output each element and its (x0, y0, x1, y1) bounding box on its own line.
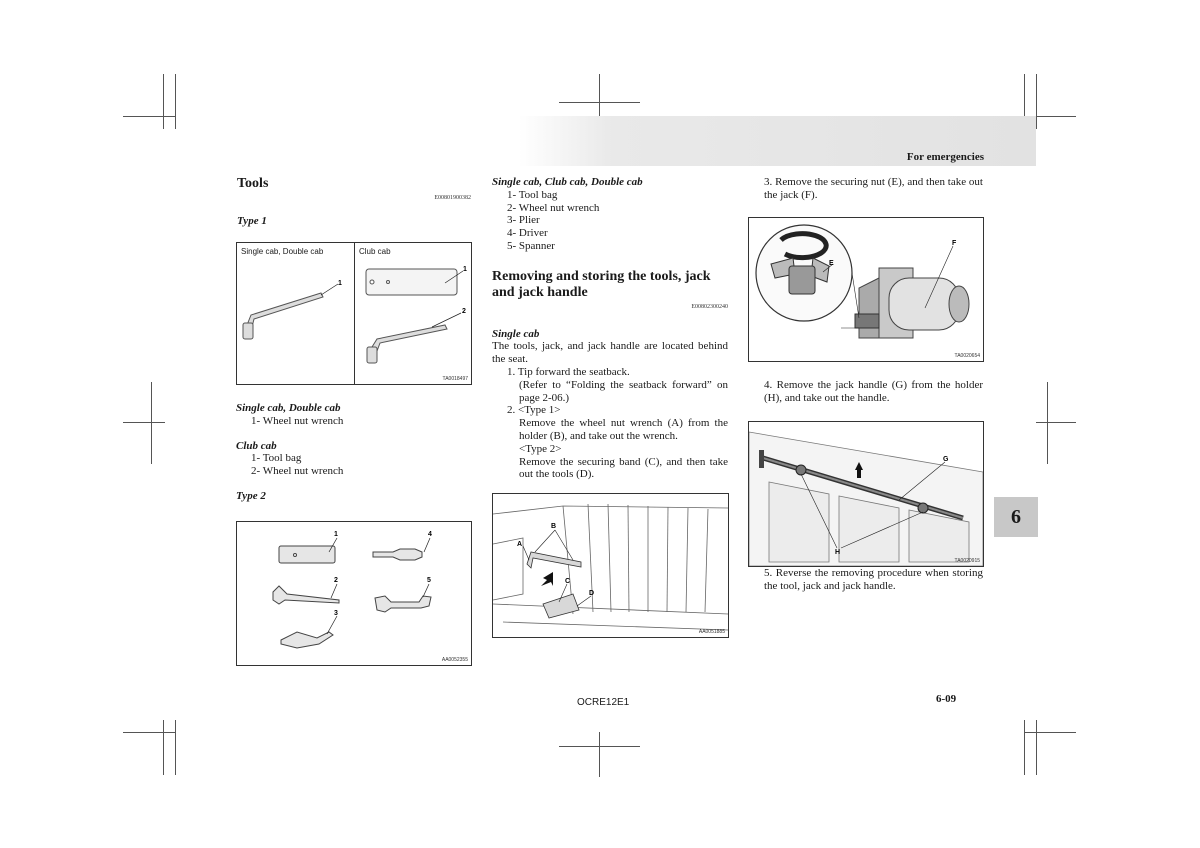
doc-code: OCRE12E1 (577, 697, 630, 708)
list-item: 2- Wheel nut wrench (251, 465, 344, 478)
fig4-callout-F: F (952, 240, 957, 247)
fig5-callout-H: H (835, 549, 841, 556)
jack-illustration (749, 218, 983, 361)
figure-jack-handle (748, 421, 984, 567)
fig2-callout-1: 1 (334, 531, 338, 538)
fig1-left-caption: Single cab, Double cab (241, 247, 324, 256)
step-2-type2-text: Remove the securing band (C), and then take out the tools (D). (519, 455, 728, 481)
list-item: 5- Spanner (507, 239, 555, 252)
fig1-right-caption: Club cab (359, 247, 391, 256)
step-1-ref: (Refer to “Folding the seatback forward” on page 2-06.) (519, 378, 728, 404)
fig4-code: TA0020654 (954, 353, 980, 359)
figure-seat-tools (492, 493, 729, 638)
chapter-tab: 6 (994, 497, 1038, 537)
figure-type1 (236, 242, 472, 385)
fig2-callout-4: 4 (428, 531, 432, 538)
tools-illustration (237, 522, 471, 665)
fig1-callout-1: 1 (338, 280, 342, 287)
list-item: 1- Tool bag (507, 188, 558, 201)
fig5-callout-G: G (943, 456, 949, 463)
step-5: 5. Reverse the removing procedure when storing the tool, jack and jack handle. (764, 567, 983, 592)
type2-label: Type 2 (236, 489, 266, 502)
list-item: 2- Wheel nut wrench (507, 201, 600, 214)
fig3-callout-C: C (565, 578, 571, 585)
step-2: 2. <Type 1> (507, 404, 561, 417)
fig3-callout-B: B (551, 523, 557, 530)
club-heading: Club cab (236, 439, 277, 452)
tool-illustration (237, 243, 471, 384)
section-title: Removing and storing the tools, jack and jack handle (492, 268, 711, 300)
section-label: For emergencies (906, 151, 984, 163)
list-item: 1- Wheel nut wrench (251, 414, 344, 427)
fig5-code: TA0020915 (954, 558, 980, 564)
step-3: 3. Remove the securing nut (E), and then take out the jack (F). (764, 176, 983, 201)
figure-jack (748, 217, 984, 362)
list-item: 1- Tool bag (251, 452, 302, 465)
left-lists (236, 402, 470, 503)
step-2-type1-text: Remove the wheel nut wrench (A) from the holder (B), and take out the wrench. (519, 417, 728, 442)
section-code: E00802300240 (691, 303, 728, 310)
fig1-code: TA0018497 (442, 376, 468, 382)
fig2-callout-5: 5 (427, 577, 431, 584)
sc-dc-heading: Single cab, Double cab (236, 402, 341, 414)
jack-handle-illustration (749, 422, 983, 566)
intro-text: The tools, jack, and jack handle are located behind the seat. (492, 340, 728, 366)
fig1-callout-1b: 1 (463, 266, 467, 273)
all-cabs-heading: Single cab, Club cab, Double cab (492, 176, 643, 188)
type1-label: Type 1 (237, 214, 267, 227)
fig2-callout-2: 2 (334, 577, 338, 584)
step-4: 4. Remove the jack handle (G) from the holder (H), and take out the handle. (764, 379, 983, 404)
list-item: 4- Driver (507, 227, 548, 240)
page-number: 6-09 (936, 693, 957, 705)
figure-type2 (236, 521, 472, 666)
page-title: Tools (237, 176, 269, 191)
fig4-callout-E: E (829, 260, 834, 267)
fig2-callout-3: 3 (334, 610, 338, 617)
fig3-callout-D: D (589, 590, 595, 597)
fig2-code: AA0052355 (441, 657, 468, 663)
fig1-callout-2: 2 (462, 308, 466, 315)
step-2-type2: <Type 2> (519, 442, 562, 455)
left-column (237, 176, 471, 228)
single-cab-heading: Single cab (492, 327, 540, 340)
title-code: E00801900382 (434, 195, 471, 201)
fig3-code: AA0051885 (698, 629, 725, 635)
fig3-callout-A: A (517, 541, 523, 548)
seat-illustration (493, 494, 728, 637)
list-item: 3- Plier (507, 214, 540, 227)
step-1: 1. Tip forward the seatback. (507, 365, 630, 378)
middle-column (492, 176, 728, 481)
